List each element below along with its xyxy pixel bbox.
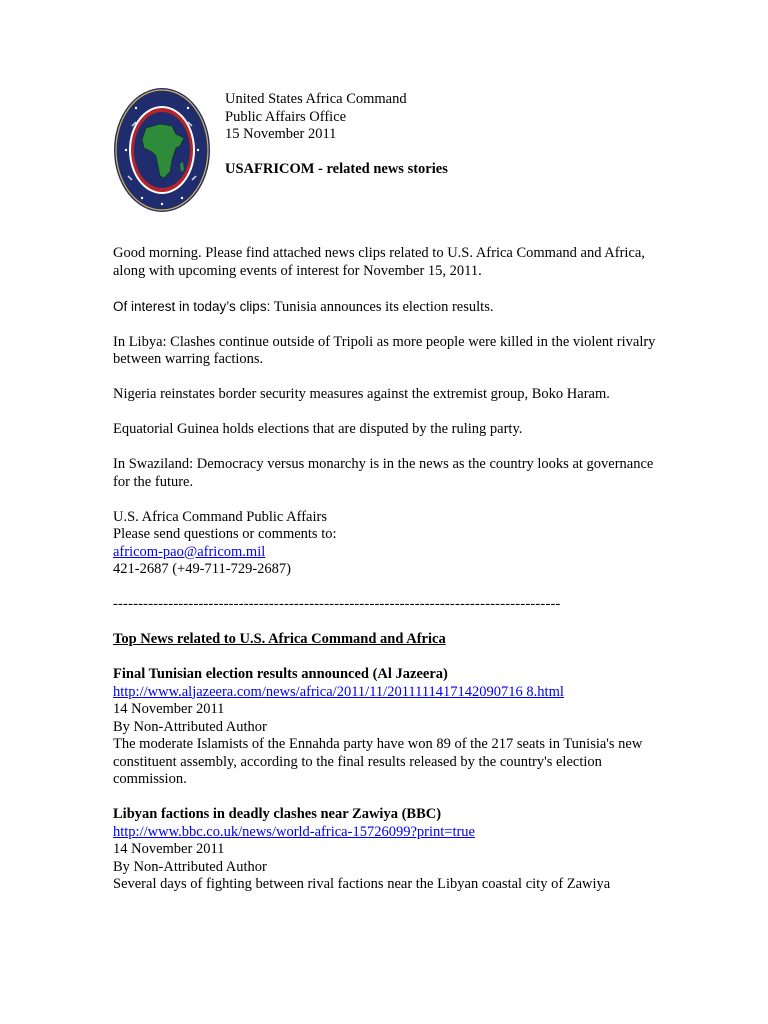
story-title: Final Tunisian election results announced (Al Jazeera) bbox=[113, 666, 448, 682]
story-date: 14 November 2011 bbox=[113, 841, 225, 857]
office-name: Public Affairs Office bbox=[225, 108, 347, 125]
story-link[interactable]: http://www.aljazeera.com/news/africa/2011/11/2011111417142090716 8.html bbox=[113, 683, 564, 700]
story-date: 14 November 2011 bbox=[113, 701, 225, 717]
story-summary: Several days of fighting between rival factions near the Libyan coastal city of Zawiya bbox=[113, 876, 611, 892]
nigeria-paragraph: Nigeria reinstates border security measures against the extremist group, Boko Haram. bbox=[113, 386, 610, 402]
story-link[interactable]: http://www.bbc.co.uk/news/world-africa-15726099?print=true bbox=[113, 823, 475, 840]
story-author: By Non-Attributed Author bbox=[113, 718, 267, 735]
story-summary: The moderate Islamists of the Ennahda party have won 89 of the 217 seats in Tunisia's new constituent assembly, according to the final results released by the country's election commission. bbox=[113, 736, 643, 787]
story-author: By Non-Attributed Author bbox=[113, 858, 267, 875]
contact-office: U.S. Africa Command Public Affairs bbox=[113, 508, 327, 525]
story-title: Libyan factions in deadly clashes near Zawiya (BBC) bbox=[113, 806, 442, 822]
letterhead bbox=[225, 91, 705, 179]
news-story bbox=[113, 666, 658, 789]
contact-instructions: Please send questions or comments to: bbox=[113, 526, 337, 542]
interest-prefix: Of interest in today’s clips: bbox=[113, 298, 271, 314]
equatorial-guinea-paragraph: Equatorial Guinea holds elections that are disputed by the ruling party. bbox=[113, 421, 523, 437]
swaziland-paragraph: In Swaziland: Democracy versus monarchy is in the news as the country looks at governance for the future. bbox=[113, 456, 654, 490]
africom-seal-logo bbox=[112, 86, 212, 214]
interest-text: Tunisia announces its election results. bbox=[273, 298, 494, 315]
greeting-paragraph: Good morning. Please find attached news clips related to U.S. Africa Command and Africa, along with upcoming events of interest for November 15, 2011. bbox=[113, 245, 645, 279]
contact-phone: 421-2687 (+49-711-729-2687) bbox=[113, 561, 291, 577]
contact-email-link[interactable]: africom-pao@africom.mil bbox=[113, 543, 266, 560]
libya-paragraph: In Libya: Clashes continue outside of Tripoli as more people were killed in the violent rivalry between warring factions. bbox=[113, 333, 656, 367]
organization-name: United States Africa Command bbox=[225, 91, 407, 107]
issue-date: 15 November 2011 bbox=[225, 126, 337, 142]
interest-paragraph bbox=[113, 298, 658, 317]
news-story bbox=[113, 806, 658, 894]
document-title: USAFRICOM - related news stories bbox=[225, 161, 448, 177]
section-title: Top News related to U.S. Africa Command and Africa bbox=[113, 631, 446, 647]
contact-block bbox=[113, 509, 658, 579]
divider-line: ----------------------------------------------------------------------------------------- bbox=[113, 596, 561, 612]
document-body bbox=[113, 245, 658, 911]
